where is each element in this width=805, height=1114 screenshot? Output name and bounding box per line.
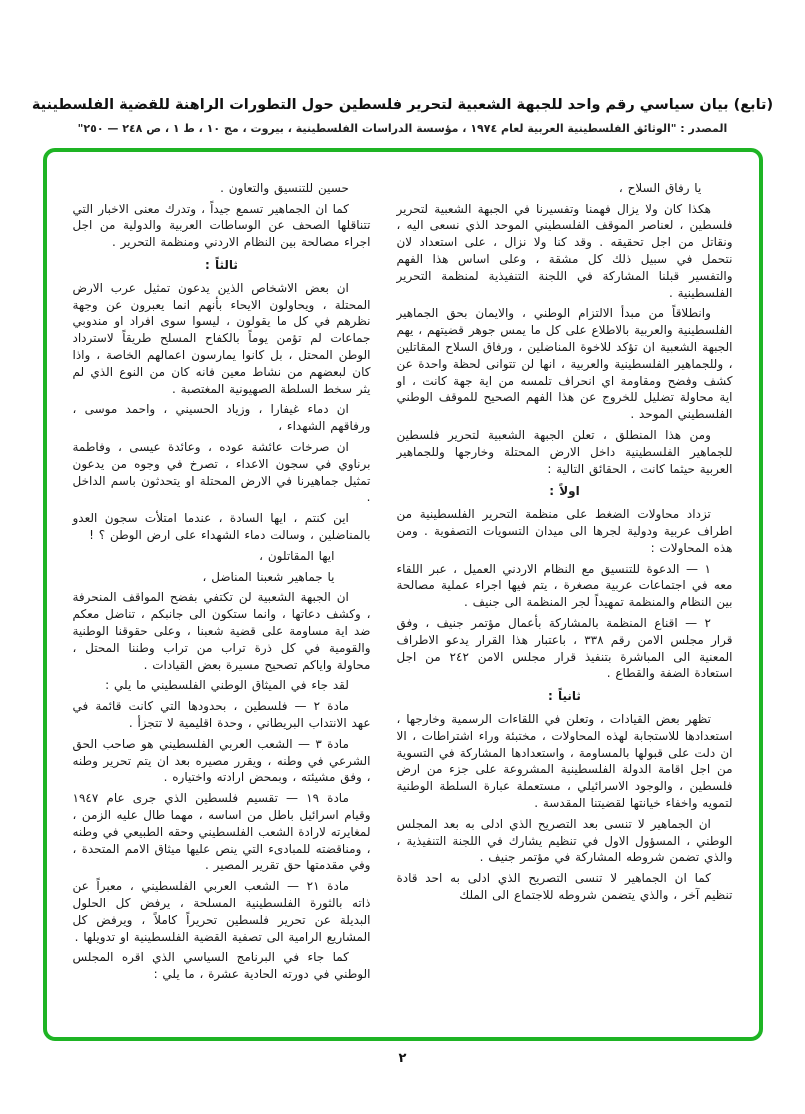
- paragraph: ان بعض الاشخاص الذين يدعون تمثيل عرب الارض المحتلة ، ويحاولون الايحاء بأنهم انما يعبرون عن وجهة نظرهم في كل ما يقولون ، ليسوا سوى افراد او مندوبي جماعات لم تؤمن يوماً بالكفاح المسلح طريقاً لاسترداد الوطن المحتل ، بل كانوا يمارسون اعمالهم الخاصة ، واذا كان لبعضهم من نشاط معين فانه كان من النوع الذي لم يثر سخط السلطة الصهيونية المغتصبة .: [72, 280, 371, 396]
- paragraph-address: ايها المقاتلون ،: [259, 548, 335, 563]
- paragraph-numbered-1: ١ — الدعوة للتنسيق مع النظام الاردني العميل ، عبر اللقاء معه في اجتماعات عربية مصغرة ، يتم فيها اجراء عملية مصالحة بين النظام والمنظمة تمهيداً لجر المنظمة الى جنيف .: [396, 561, 733, 610]
- paragraph-article-3: مادة ٣ — الشعب العربي الفلسطيني هو صاحب الحق الشرعي في وطنه ، ويقرر مصيره بعد ان يتم تحرير وطنه ، وفق مشيئته ، وبمحض ارادته واختياره .: [72, 736, 371, 785]
- document-header: [0, 0, 805, 135]
- paragraph: كما ان الجماهير لا تنسى التصريح الذي ادلى به احد قادة تنظيم آخر ، والذي يتضمن شروطه للاجتماع الى الملك: [396, 871, 733, 902]
- highlight-frame: [43, 148, 763, 1041]
- paragraph: ان الجماهير لا تنسى بعد التصريح الذي ادلى به بعد المجلس الوطني ، المسؤول الاول في تنظيم يشارك في اللجنة التنفيذية ، والذي تضمن شروطه المشاركة في مؤتمر جنيف .: [396, 816, 733, 865]
- paragraph: وانطلاقاً من مبدأ الالتزام الوطني ، والايمان بحق الجماهير الفلسطينية والعربية بالاطلاع على كل ما يمس جوهر قضيتهم ، يهم الجبهة الشعبية ان تؤكد للاخوة المناضلين ، ورفاق السلاح المقاتلين ، وللجماهير الفلسطينية والعربية ، انها لن تتوانى لحظة واحدة عن كشف وفضح ومقاومة اي انحراف تلمسه من اية جهة كانت ، او اية محاولة تضليل للخروج عن هذا الفهم الصحيح للموقف الوطني الفلسطيني الموحد .: [396, 306, 733, 422]
- paragraph-article-21: مادة ٢١ — الشعب العربي الفلسطيني ، معبراً عن ذاته بالثورة الفلسطينية المسلحة ، يرفض كل الحلول البديلة عن تحرير فلسطين تحريراً كاملاً ، ويرفض كل المشاريع الرامية الى تصفية القضية الفلسطينية او تدويلها .: [72, 879, 371, 944]
- paragraph: ان الجبهة الشعبية لن تكتفي بفضح المواقف المنحرفة ، وكشف دعاتها ، وانما ستكون الى جانبكم ، تناضل معكم ضد اية مساومة على قضية شعبنا ، وعلى حقوقنا الوطنية والقومية في كل ذرة تراب من تراب وطننا المحتل ، محاولة واياكم تصحيح مسيرة بعض القيادات .: [72, 590, 371, 672]
- paragraph-numbered-2: ٢ — اقناع المنظمة بالمشاركة بأعمال مؤتمر جنيف ، وفق قرار مجلس الامن رقم ٣٣٨ ، باعتبار هذا القرار يدعو الاطراف المعنية الى المباشرة بتنفيذ قرار مجلس الامن ٢٤٢ من اجل استعادة الضفة والقطاع .: [396, 615, 733, 681]
- paragraph: ان صرخات عائشة عوده ، وعائدة عيسى ، وفاطمة برناوي في سجون الاعداء ، تصرخ في وجوه من يدعون تمثيل جماهيرنا في الارض المحتلة او يتحدثون باسم الداخل .: [72, 440, 371, 505]
- paragraph: ان دماء غيفارا ، وزياد الحسيني ، واحمد موسى ، ورفاقهم الشهداء ،: [72, 402, 371, 434]
- text-column-right: [396, 180, 732, 1017]
- paragraph: تظهر بعض القيادات ، وتعلن في اللقاءات الرسمية وخارجها ، استعدادها للاستجابة لهذه المحاولات ، مختبئة وراء اشتراطات ، الا ان دلت على قبولها بالمساومة ، واستعدادها المشاركة في التسوية من اجل اقامة الدولة الفلسطينية المشروعة على جزء من ارض فلسطين ، والوجود الاسرائيلي ، مستعملة عبارة السلطة الوطنية لتمويه واخفاء خيانتها لقضيتنا المقدسة .: [396, 711, 733, 810]
- paragraph: ومن هذا المنطلق ، تعلن الجبهة الشعبية لتحرير فلسطين للجماهير الفلسطينية داخل الارض المحتلة وخارجها وللجماهير العربية حيثما كانت ، الحقائق التالية :: [396, 428, 733, 476]
- source-line: المصدر : "الوثائق الفلسطينية العربية لعام ١٩٧٤ ، مؤسسة الدراسات الفلسطينية ، بيروت ، مج ١٠ ، ط ١ ، ص ٢٤٨ — ٢٥٠": [77, 121, 728, 135]
- paragraph-continuation: حسين للتنسيق والتعاون .: [220, 180, 349, 195]
- paragraph: كما ان الجماهير تسمع جيداً ، وتدرك معنى الاخبار التي تتناقلها الصحف عن الوساطات العربية والدولية من اجل اجراء مصالحة بين النظام الاردني ومنظمة التحرير .: [72, 201, 371, 250]
- paragraph: اين كنتم ، ايها السادة ، عندما امتلأت سجون العدو بالمناضلين ، وسالت دماء الشهداء على ارض الوطن ؟ !: [72, 511, 371, 542]
- paragraph-salutation: يا رفاق السلاح ،: [618, 180, 702, 195]
- paragraph-article-2: مادة ٢ — فلسطين ، بحدودها التي كانت قائمة في عهد الانتداب البريطاني ، وحدة اقليمية لا تتجزأ .: [72, 699, 371, 730]
- paragraph: لقد جاء في الميثاق الوطني الفلسطيني ما يلي :: [105, 678, 349, 693]
- page-number: ٢: [398, 1050, 407, 1066]
- paragraph: هكذا كان ولا يزال فهمنا وتفسيرنا في الجبهة الشعبية لتحرير فلسطين ، لعناصر الموقف الفلسطيني الموحد الذي نسعى اليه ، ونقاتل من اجل تحقيقه . وقد كنا ولا نزال ، على استعداد لان نتحمل في سبيل ذلك كل مشقة ، وعلى اساس هذا الفهم والتفسير قبلنا المشاركة في اللجنة التنفيذية لمنظمة التحرير الفلسطينية .: [396, 201, 733, 300]
- text-column-left: [73, 180, 371, 1017]
- paragraph: تزداد محاولات الضغط على منظمة التحرير الفلسطينية من اطراف عربية ودولية لجرها الى ميدان التسويات التصفوية . ومن هذه المحاولات :: [396, 507, 733, 555]
- document-title: (تابع) بيان سياسي رقم واحد للجبهة الشعبية لتحرير فلسطين حول التطورات الراهنة للقضية الفلسطينية: [31, 97, 774, 113]
- paragraph-address: يا جماهير شعبنا المناضل ،: [202, 569, 335, 584]
- paragraph-article-19: مادة ١٩ — تقسيم فلسطين الذي جرى عام ١٩٤٧ وقيام اسرائيل باطل من اساسه ، مهما طال عليه الزمن ، لمغايرته لارادة الشعب الفلسطيني وحقه الطبيعي في وطنه ، ومناقضته للمبادىء التي ينص عليها ميثاق الامم المتحدة ، وفي مقدمتها حق تقرير المصير .: [72, 791, 371, 873]
- section-heading-second: ثانياً :: [548, 689, 581, 704]
- section-heading-third: ثالثاً :: [205, 258, 238, 273]
- section-heading-first: اولاً :: [549, 484, 580, 499]
- paragraph: كما جاء في البرنامج السياسي الذي اقره المجلس الوطني في دورته الحادية عشرة ، ما يلي :: [72, 950, 371, 982]
